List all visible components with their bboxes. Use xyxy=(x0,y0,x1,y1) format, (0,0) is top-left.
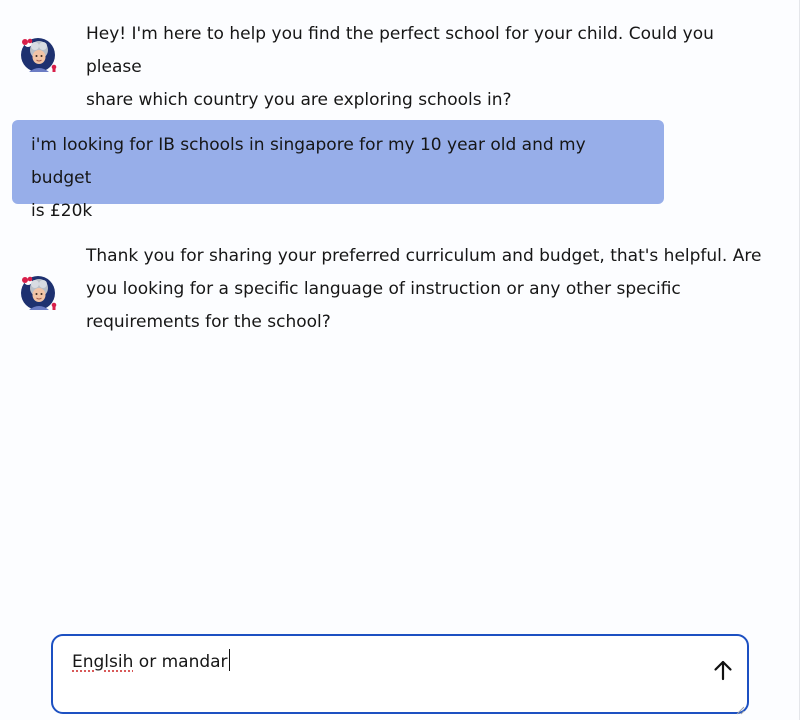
message-line: you looking for a specific language of instruction or any other specific xyxy=(86,279,681,299)
send-button[interactable] xyxy=(707,656,739,688)
assistant-message xyxy=(0,240,800,350)
grandmother-avatar-icon xyxy=(14,30,60,76)
message-line: Thank you for sharing your preferred curriculum and budget, that's helpful. Are xyxy=(86,246,762,266)
assistant-message xyxy=(0,18,800,110)
user-message-bubble xyxy=(12,120,664,221)
message-line: share which country you are exploring schools in? xyxy=(86,90,512,110)
grandmother-avatar-icon xyxy=(14,268,60,314)
input-text[interactable]: or mandar xyxy=(133,652,228,672)
message-line: is £20k xyxy=(31,201,93,221)
message-line: i'm looking for IB schools in singapore for my 10 year old and my budget xyxy=(31,135,586,188)
arrow-up-icon xyxy=(712,659,734,685)
message-composer[interactable] xyxy=(51,634,749,714)
message-input[interactable] xyxy=(72,649,672,675)
resize-handle[interactable] xyxy=(735,700,745,710)
assistant-message-text xyxy=(86,240,766,339)
text-caret xyxy=(229,649,230,671)
misspelled-word[interactable]: Englsih xyxy=(72,652,134,672)
message-line: requirements for the school? xyxy=(86,312,331,332)
assistant-message-text xyxy=(86,18,766,117)
message-line: Hey! I'm here to help you find the perfect school for your child. Could you please xyxy=(86,24,714,77)
